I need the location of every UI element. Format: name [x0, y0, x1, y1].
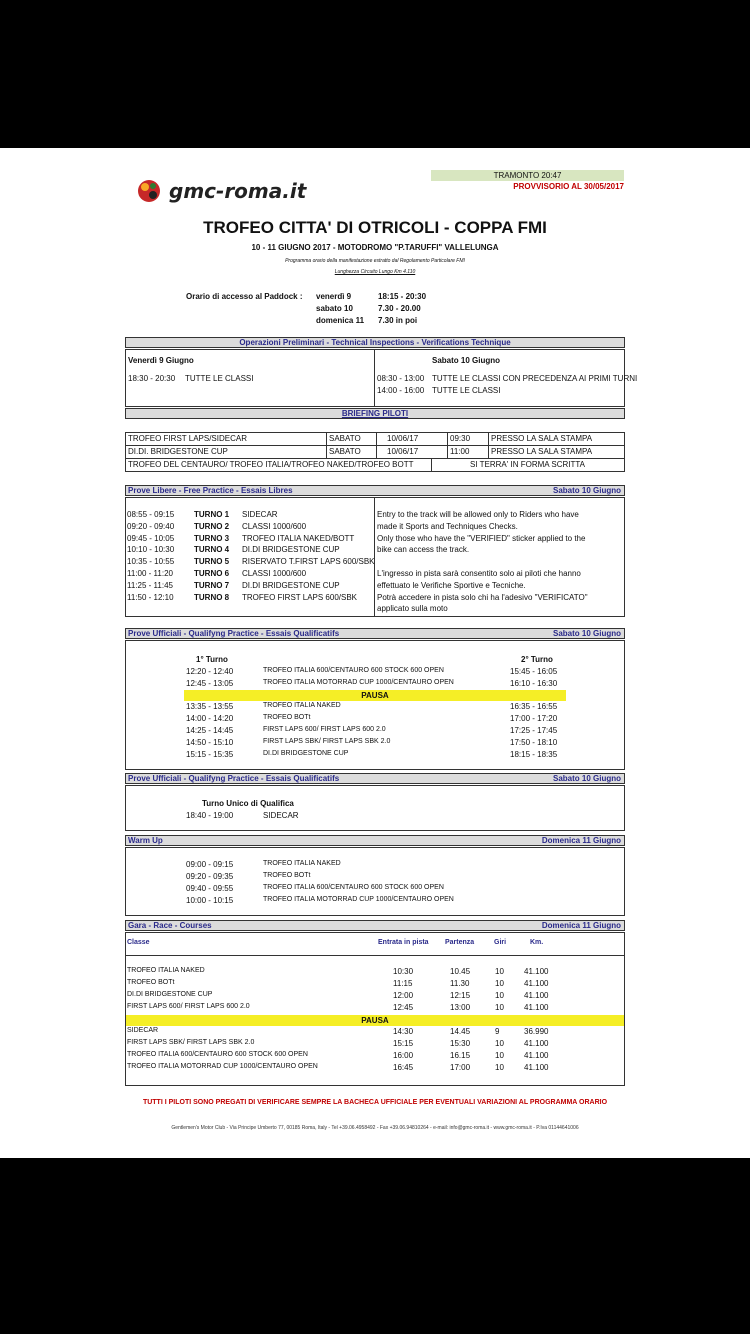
- practice-note: L'ingresso in pista sarà consentito solo ai piloti che hanno: [377, 569, 581, 578]
- quali-time-2: 16:35 - 16:55: [510, 702, 558, 711]
- session-class: RISERVATO T.FIRST LAPS 600/SBK: [242, 557, 375, 567]
- race-cell: SIDECAR: [127, 1027, 159, 1034]
- race-cell: 15:30: [450, 1039, 471, 1048]
- briefing-cell: DI.DI. BRIDGESTONE CUP: [128, 447, 228, 456]
- briefing-cell: SABATO: [329, 434, 361, 443]
- race-cell: TROFEO ITALIA 600/CENTAURO 600 STOCK 600 OPEN: [127, 1051, 308, 1058]
- quali-class: FIRST LAPS SBK/ FIRST LAPS SBK 2.0: [263, 738, 391, 745]
- warmup-class: TROFEO ITALIA NAKED: [263, 860, 341, 867]
- quali-time-2: 17:00 - 17:20: [510, 714, 558, 723]
- logo-text: gmc-roma.it: [169, 179, 307, 203]
- race-cell: 14.45: [450, 1027, 471, 1036]
- gara-col-header: Partenza: [445, 939, 475, 946]
- warmup-time: 09:40 - 09:55: [186, 884, 234, 893]
- race-cell: FIRST LAPS 600/ FIRST LAPS 600 2.0: [127, 1003, 250, 1010]
- briefing-cell: TROFEO FIRST LAPS/SIDECAR: [128, 434, 247, 443]
- session-class: DI.DI BRIDGESTONE CUP: [242, 545, 340, 555]
- session-time: 08:55 - 09:15: [127, 510, 175, 519]
- briefing-cell: PRESSO LA SALA STAMPA: [491, 434, 593, 443]
- quali-class: TROFEO ITALIA MOTORRAD CUP 1000/CENTAURO OPEN: [263, 679, 454, 686]
- race-cell: 10.45: [450, 967, 471, 976]
- quali-class: TROFEO ITALIA 600/CENTAURO 600 STOCK 600 OPEN: [263, 667, 444, 674]
- briefing-cell: 10/06/17: [387, 434, 419, 443]
- briefing-cell: TROFEO DEL CENTAURO/ TROFEO ITALIA/TROFEO NAKED/TROFEO BOTT: [128, 460, 414, 469]
- race-cell: 17:00: [450, 1063, 471, 1072]
- race-cell: 10: [495, 1063, 504, 1072]
- race-cell: 9: [495, 1027, 500, 1036]
- briefing-cell: SI TERRA' IN FORMA SCRITTA: [470, 460, 586, 469]
- op-class: TUTTE LE CLASSI: [432, 386, 501, 395]
- session-time: 10:35 - 10:55: [127, 557, 175, 567]
- qualifica-unica-box: [125, 785, 625, 831]
- race-cell: TROFEO ITALIA MOTORRAD CUP 1000/CENTAURO OPEN: [127, 1063, 318, 1070]
- quali-time-2: 15:45 - 16:05: [510, 667, 558, 676]
- race-cell: 41.100: [524, 1051, 549, 1060]
- briefing-cell: PRESSO LA SALA STAMPA: [491, 447, 593, 456]
- paddock-hours: 7.30 in poi: [378, 316, 418, 325]
- quali-time-1: 12:45 - 13:05: [186, 679, 234, 688]
- quali-time-1: 14:00 - 14:20: [186, 714, 234, 723]
- race-cell: 16:45: [393, 1063, 414, 1072]
- session-time: 10:10 - 10:30: [127, 545, 175, 555]
- briefing-cell: SABATO: [329, 447, 361, 456]
- race-cell: 12:00: [393, 991, 414, 1000]
- race-cell: 41.100: [524, 979, 549, 988]
- session-time: 09:20 - 09:40: [127, 521, 175, 531]
- quali-time-2: 17:50 - 18:10: [510, 738, 558, 747]
- single-qualifying-title: Turno Unico di Qualifica: [202, 799, 294, 808]
- session-turn: TURNO 3: [194, 533, 230, 543]
- session-time: 11:25 - 11:45: [127, 580, 173, 590]
- paddock-day: domenica 11: [316, 316, 365, 325]
- quali-time-1: 12:20 - 12:40: [186, 667, 234, 676]
- gmc-roma-logo: [137, 177, 327, 205]
- session-time: 09:45 - 10:05: [127, 533, 175, 543]
- race-cell: 16:00: [393, 1051, 414, 1060]
- session-class: CLASSI 1000/600: [242, 521, 307, 531]
- session-turn: TURNO 7: [194, 580, 230, 590]
- race-cell: 36.990: [524, 1027, 549, 1036]
- quali-class: TROFEO ITALIA NAKED: [263, 702, 341, 709]
- quali-time-1: 13:35 - 13:55: [186, 702, 234, 711]
- warmup-time: 09:20 - 09:35: [186, 872, 234, 881]
- race-cell: FIRST LAPS SBK/ FIRST LAPS SBK 2.0: [127, 1039, 255, 1046]
- program-note: Programma orario della manifestazione estratto dal Regolamento Particolare FMI: [285, 258, 465, 264]
- track-length: Lunghezza Circuito Lungo Km 4.110: [334, 269, 416, 275]
- paddock-hours: 18:15 - 20:30: [378, 292, 427, 301]
- event-subtitle: 10 - 11 GIUGNO 2017 - MOTODROMO "P.TARUFFI" VALLELUNGA: [251, 243, 499, 252]
- race-cell: 11:15: [393, 979, 413, 988]
- provisional-date: PROVVISORIO AL 30/05/2017: [513, 182, 624, 191]
- op-time: 18:30 - 20:30: [128, 374, 176, 383]
- session-turn: TURNO 5: [194, 557, 230, 567]
- race-cell: 12:45: [393, 1003, 414, 1012]
- paddock-day: venerdì 9: [316, 292, 352, 301]
- race-cell: 10:30: [393, 967, 414, 976]
- race-cell: 41.100: [524, 991, 549, 1000]
- single-qualifying-class: SIDECAR: [263, 811, 299, 820]
- pause-banner: PAUSA: [126, 1015, 624, 1026]
- quali-time-1: 15:15 - 15:35: [186, 750, 234, 759]
- practice-note: made it Sports and Techniques Checks.: [377, 521, 518, 531]
- practice-note: effettuato le Verifiche Sportive e Tecniche.: [377, 580, 526, 590]
- pause-banner: PAUSA: [184, 690, 566, 701]
- gara-col-header: Km.: [530, 939, 544, 946]
- race-cell: TROFEO ITALIA NAKED: [127, 967, 205, 974]
- session-turn: TURNO 1: [194, 510, 230, 519]
- second-session-label: 2° Turno: [521, 655, 553, 664]
- session-class: DI.DI BRIDGESTONE CUP: [242, 580, 340, 590]
- section-header-operazioni: Operazioni Preliminari - Technical Inspections - Verifications Technique: [125, 337, 625, 348]
- op-class: TUTTE LE CLASSI CON PRECEDENZA AI PRIMI TURNI: [432, 374, 638, 383]
- warmup-class: TROFEO ITALIA MOTORRAD CUP 1000/CENTAURO OPEN: [263, 896, 454, 903]
- briefing-cell: 11:00: [450, 447, 470, 456]
- quali-time-2: 18:15 - 18:35: [510, 750, 558, 759]
- session-class: CLASSI 1000/600: [242, 569, 307, 578]
- practice-note: Potrà accedere in pista solo chi ha l'adesivo "VERIFICATO": [377, 592, 588, 602]
- race-cell: 11.30: [450, 979, 470, 988]
- race-cell: 41.100: [524, 1003, 549, 1012]
- briefing-cell: 10/06/17: [387, 447, 419, 456]
- gara-col-header: Giri: [494, 939, 507, 946]
- race-cell: 12:15: [450, 991, 471, 1000]
- race-cell: 41.100: [524, 1039, 549, 1048]
- section-header-warmup: Warm Up Domenica 11 Giugno: [125, 835, 625, 846]
- friday-label: Venerdì 9 Giugno: [128, 356, 194, 365]
- practice-note: Only those who have the "VERIFIED" sticker applied to the: [377, 533, 586, 543]
- paddock-label: Orario di accesso al Paddock :: [186, 292, 303, 301]
- paddock-day: sabato 10: [316, 304, 353, 313]
- op-class: TUTTE LE CLASSI: [185, 374, 254, 383]
- session-turn: TURNO 8: [194, 592, 230, 602]
- session-class: TROFEO FIRST LAPS 600/SBK: [242, 592, 357, 602]
- section-header-briefing: BRIEFING PILOTI: [125, 408, 625, 419]
- quali-time-2: 16:10 - 16:30: [510, 679, 558, 688]
- bottom-warning: TUTTI I PILOTI SONO PREGATI DI VERIFICARE SEMPRE LA BACHECA UFFICIALE PER EVENTUALI VARIAZIONI AL PROGRAMMA ORARIO: [142, 1099, 608, 1106]
- practice-note: applicato sulla moto: [377, 604, 448, 614]
- quali-time-1: 14:50 - 15:10: [186, 738, 234, 747]
- session-turn: TURNO 6: [194, 569, 230, 578]
- quali-class: TROFEO BOTt: [263, 714, 311, 721]
- warmup-class: TROFEO BOTt: [263, 872, 311, 879]
- warmup-time: 09:00 - 09:15: [186, 860, 234, 869]
- quali-time-2: 17:25 - 17:45: [510, 726, 558, 735]
- quali-class: DI.DI BRIDGESTONE CUP: [263, 750, 349, 757]
- race-cell: 15:15: [393, 1039, 414, 1048]
- race-cell: 10: [495, 967, 504, 976]
- race-cell: 16.15: [450, 1051, 471, 1060]
- session-time: 11:00 - 11:20: [127, 569, 173, 578]
- op-time: 08:30 - 13:00: [377, 374, 425, 383]
- session-class: TROFEO ITALIA NAKED/BOTT: [242, 533, 355, 543]
- race-cell: 10: [495, 1003, 504, 1012]
- race-cell: 10: [495, 1051, 504, 1060]
- race-cell: DI.DI BRIDGESTONE CUP: [127, 991, 213, 998]
- race-cell: 10: [495, 1039, 504, 1048]
- session-turn: TURNO 2: [194, 521, 230, 531]
- quali-time-1: 14:25 - 14:45: [186, 726, 234, 735]
- event-title: TROFEO CITTA' DI OTRICOLI - COPPA FMI: [203, 218, 547, 237]
- first-session-label: 1° Turno: [196, 655, 228, 664]
- practice-note: bike can access the track.: [377, 545, 470, 555]
- footer-contacts: Gentlemen's Motor Club - Via Principe Umberto 77, 00185 Roma, Italy - Tel +39.06.4958492 - Fax +39.06.94810264 - e-mail: info@gmc-roma.it - www.gmc-roma.it - P.Iva 01144641006: [171, 1125, 579, 1131]
- race-cell: 13:00: [450, 1003, 471, 1012]
- session-turn: TURNO 4: [194, 545, 230, 555]
- op-time: 14:00 - 16:00: [377, 386, 425, 395]
- section-header-gara: Gara - Race - Courses Domenica 11 Giugno: [125, 920, 625, 931]
- gara-col-header: Entrata in pista: [378, 939, 429, 946]
- race-cell: 10: [495, 991, 504, 1000]
- section-header-prove-libere: Prove Libere - Free Practice - Essais Libres Sabato 10 Giugno: [125, 485, 625, 496]
- warmup-class: TROFEO ITALIA 600/CENTAURO 600 STOCK 600 OPEN: [263, 884, 444, 891]
- session-class: SIDECAR: [242, 510, 278, 519]
- race-cell: 41.100: [524, 1063, 549, 1072]
- race-cell: 41.100: [524, 967, 549, 976]
- quali-class: FIRST LAPS 600/ FIRST LAPS 600 2.0: [263, 726, 386, 733]
- gara-col-header: Classe: [127, 939, 150, 946]
- section-header-qualifiche: Prove Ufficiali - Qualifyng Practice - Essais Qualificatifs Sabato 10 Giugno: [125, 628, 625, 639]
- warmup-box: [125, 847, 625, 916]
- race-cell: TROFEO BOTt: [127, 979, 175, 986]
- practice-note: Entry to the track will be allowed only to Riders who have: [377, 510, 579, 519]
- saturday-label: Sabato 10 Giugno: [432, 356, 501, 365]
- single-qualifying-time: 18:40 - 19:00: [186, 811, 234, 820]
- race-cell: 10: [495, 979, 504, 988]
- race-cell: 14:30: [393, 1027, 414, 1036]
- briefing-cell: 09:30: [450, 434, 471, 443]
- session-time: 11:50 - 12:10: [127, 592, 174, 602]
- warmup-time: 10:00 - 10:15: [186, 896, 234, 905]
- paddock-hours: 7.30 - 20.00: [378, 304, 421, 313]
- section-header-qualifica-unica: Prove Ufficiali - Qualifyng Practice - Essais Qualificatifs Sabato 10 Giugno: [125, 773, 625, 784]
- sunset-time: TRAMONTO 20:47: [431, 170, 624, 181]
